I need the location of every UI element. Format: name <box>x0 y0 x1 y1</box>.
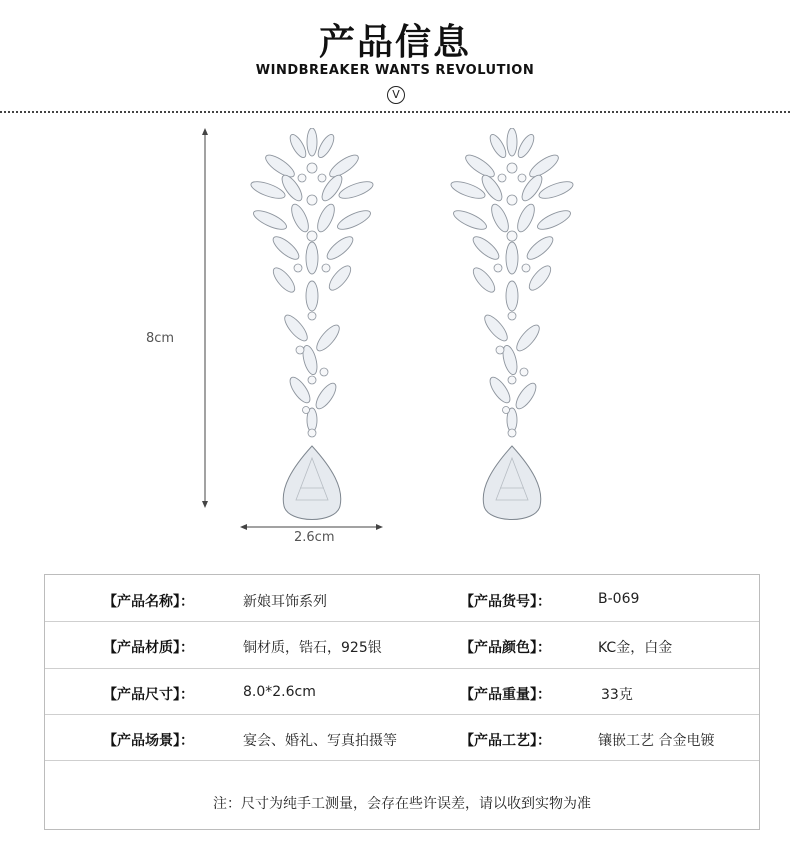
spec-label: 【产品尺寸】： <box>103 687 194 703</box>
spec-row <box>45 575 759 622</box>
height-dimension-line <box>199 128 211 508</box>
spec-value: 8.0*2.6cm <box>243 684 316 700</box>
spec-row <box>45 668 759 715</box>
spec-label: 【产品货号】： <box>460 594 551 610</box>
width-label: 2.6cm <box>294 530 335 545</box>
spec-value: 宴会、婚礼、写真拍摄等 <box>243 733 397 749</box>
spec-label: 【产品重量】： <box>460 687 551 703</box>
spec-table <box>44 574 760 830</box>
spec-label: 【产品工艺】： <box>460 733 551 749</box>
earring-right-image <box>440 128 585 528</box>
dotted-divider <box>0 111 790 113</box>
spec-label: 【产品场景】： <box>103 733 194 749</box>
spec-value: 镶嵌工艺 合金电镀 <box>598 733 715 749</box>
spec-label: 【产品名称】： <box>103 594 194 610</box>
chevron-badge: V <box>387 86 405 104</box>
spec-value: KC金，白金 <box>598 640 673 656</box>
spec-label: 【产品颜色】： <box>460 640 551 656</box>
spec-row <box>45 714 759 761</box>
page-subtitle: WINDBREAKER WANTS REVOLUTION <box>255 63 535 78</box>
earring-left-image <box>240 128 385 528</box>
spec-value: 33克 <box>601 687 633 703</box>
spec-label: 【产品材质】： <box>103 640 194 656</box>
spec-value: B-069 <box>598 591 640 607</box>
measurement-note: 注：尺寸为纯手工测量，会存在些许误差，请以收到实物为准 <box>213 796 591 812</box>
spec-value: 铜材质，锆石，925银 <box>243 640 382 656</box>
page-title: 产品信息 <box>318 22 471 63</box>
spec-row <box>45 621 759 669</box>
height-label: 8cm <box>146 331 175 346</box>
spec-value: 新娘耳饰系列 <box>243 594 327 610</box>
